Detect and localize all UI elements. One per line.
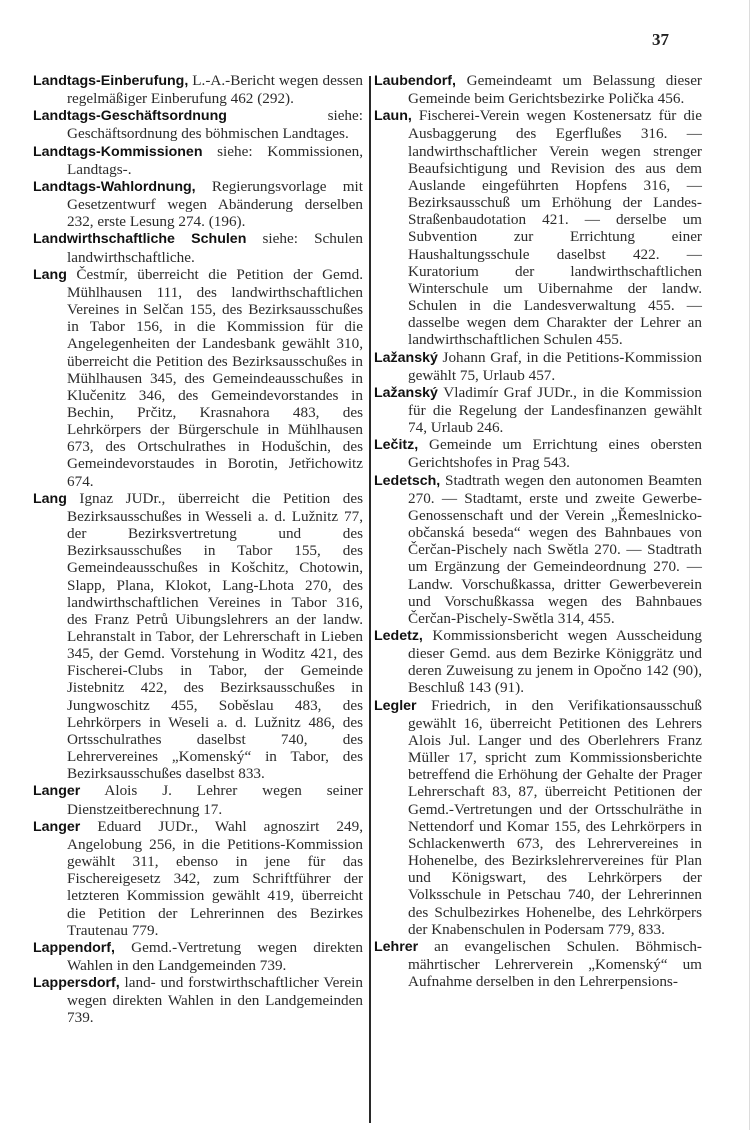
entry-heading: Langer xyxy=(33,783,81,800)
left-column xyxy=(33,72,363,1027)
index-entry xyxy=(33,72,363,107)
index-entry xyxy=(33,818,363,939)
entry-text: Kommissionsbericht wegen Ausscheidung dieser Gemd. aus dem Bezirke Königgrätz und deren Zuweisung zu jenem in Opočno 142 (90), Beschluß 143 (91). xyxy=(408,627,702,697)
right-column xyxy=(374,72,702,990)
entry-text: an evangelischen Schulen. Böhmisch-mährtischer Lehrerverein „Komenský“ um Aufnahme derselben in den Lehrerpensions- xyxy=(408,937,702,991)
entry-heading: Lečitz, xyxy=(374,437,419,454)
index-entry xyxy=(33,178,363,230)
entry-text: Regierungsvorlage mit Gesetzentwurf wegen Abänderung derselben 232, erste Lesung 274. (196). xyxy=(67,177,363,231)
index-entry xyxy=(374,349,702,384)
entry-text: Alois J. Lehrer wegen seiner Dienstzeitberechnung 17. xyxy=(67,782,363,818)
entry-heading: Landtags-Kommissionen xyxy=(33,143,203,160)
entry-heading: Lang xyxy=(33,490,67,507)
entry-text: siehe: Schulen landwirthschaftliche. xyxy=(67,230,364,266)
entry-heading: Laun, xyxy=(374,108,412,125)
index-entry xyxy=(33,974,363,1026)
index-entry xyxy=(33,230,363,265)
index-entry xyxy=(374,384,702,436)
entry-text: Stadtrath wegen den autonomen Beamten 270. — Stadtamt, erste und zweite Gewerbe-Genossenschaft und der Verein „Řemeslnicko-občanská beseda“ wegen des Bahnbaues von Čerčan-Pischely nach Swětla 270. — Stadtrath um Ergänzung der Gemeindeordnung 270. — Landw. Vorschußkassa, dritter Gewerbeverein und Vorschußkassa wegen des Bahnbaues Čerčan-Pischely-Swětla 314, 455. xyxy=(408,471,702,627)
entry-heading: Langer xyxy=(33,818,81,835)
index-entry xyxy=(33,266,363,490)
index-entry xyxy=(33,490,363,783)
entry-text: siehe: Kommissionen, Landtags-. xyxy=(67,142,363,178)
entry-text: land- und forstwirthschaftlicher Verein wegen direkten Wahlen in den Landgemeinden 739. xyxy=(67,974,363,1027)
entry-heading: Ledetsch, xyxy=(374,472,441,489)
entry-text: Ignaz JUDr., überreicht die Petition des Bezirksausschußes in Wesseli a. d. Lužnitz 77, der Bezirksvertretung und des Bezirksausschußes in Tabor 155, des Gemeindeausschußes in Košchitz, Chotowin, Slapp, Plana, Klokot, Lang-Lhota 270, des landwirthschaftlichen Vereines in Tabor 316, des Franz Petrů Uibungslehrers an der landw. Lehranstalt in Tabor, der Lehrerschaft in Lieben 345, der Gemd. Vorstehung in Woditz 421, des Fischerei-Clubs in Tabor, der Gemeinde Jistebnitz 422, des Bezirksausschußes in Jungwoschitz 455, Soběslau 483, des Lehrkörpers in Weseli a. d. Lužnitz 486, des Ortsschulrathes daselbst 740, des Lehrervereines „Komenský“ in Tabor, des Bezirksausschußes daselbst 833. xyxy=(66,489,363,783)
entry-text: Vladimír Graf JUDr., in die Kommission für die Regelung der Landesfinanzen gewählt 74, Urlaub 246. xyxy=(408,383,702,437)
index-entry xyxy=(374,107,702,348)
index-entry xyxy=(33,107,363,142)
index-entry xyxy=(374,472,702,627)
entry-heading: Lappersdorf, xyxy=(33,975,120,992)
entry-heading: Ledetz, xyxy=(374,628,423,644)
entry-text: Gemeinde um Errichtung eines obersten Gerichtshofes in Prag 543. xyxy=(408,436,702,472)
entry-heading: Lažanský xyxy=(374,384,438,401)
entry-text: L.-A.-Bericht wegen dessen regelmäßiger Einberufung 462 (292). xyxy=(67,72,363,108)
index-entry xyxy=(33,143,363,178)
entry-heading: Landtags-Geschäftsordnung xyxy=(33,108,227,125)
entry-text: Gemd.-Vertretung wegen direkten Wahlen in den Landgemeinden 739. xyxy=(67,938,363,974)
entry-heading: Lappendorf, xyxy=(33,939,115,956)
entry-text: Čestmír, überreicht die Petition der Gemd. Mühlhausen 111, des landwirthschaftlichen Vereines in Selčan 155, des Bezirksausschußes in Tabor 156, in die Kommission für die Angelegenheiten der Landesbank gewählt 310, überreicht die Petition des Bezirksausschußes in Mühlhausen 345, des Gemeindeausschußes in Klučenitz 346, des Gemeindevorstandes in Bechin, Prčitz, Krasnahora 483, des Lehrkörpers der Bürgerschule in Mühlhausen 673, des Ortschulrathes in Hodušchin, des Gemeindevorstaudes in Borotin, Jetřichowitz 674. xyxy=(66,265,363,490)
entry-text: siehe: Geschäftsordnung des böhmischen Landtages. xyxy=(67,107,363,143)
entry-heading: Landwirthschaftliche Schulen xyxy=(33,231,247,248)
entry-text: Friedrich, in den Verifikationsausschuß gewählt 16, überreicht Petitionen des Lehrers Alois Jul. Langer und des Oberlehrers Franz Müller 17, spricht zum Kommissionsberichte betreffend die Erhöhung der Gehalte der Prager Lehrerschaft 83, 87, überreicht Petitionen der Gemd.-Vertretungen und der Ortsschulräthe in Nettendorf und Komar 155, des Lehrkörpers in Schlackenwerth 673, des Lehrervereines in Hohenelbe, des Bezirkslehrervereines für Plan und Königswart, des Lehrkörpers der Volksschule in Petschau 740, der Lehrerinnen des Schulbezirkes Hohenelbe, des Lehrkörpers der Knabenschulen in Podersam 779, 833. xyxy=(408,696,702,938)
entry-text: Johann Graf, in die Petitions-Kommission gewählt 75, Urlaub 457. xyxy=(408,348,702,384)
index-entry xyxy=(33,939,363,974)
entry-heading: Lažanský xyxy=(374,349,438,366)
entry-heading: Laubendorf, xyxy=(374,73,456,89)
entry-heading: Landtags-Wahlordnung, xyxy=(33,178,196,195)
entry-text: Fischerei-Verein wegen Kostenersatz für die Ausbaggerung des Egerflußes 316. — landwirthschaftlicher Verein wegen strenger Beaufsichtigung und Revision des aus dem Auslande eingeführten Hopfens 316, — Bezirksausschuß um Erhöhung der Landes-Straßenbaudotation 421. — derselbe um Subvention zur Errichtung einer Haushaltungsschule daselbst 422. — Kuratorium der landwirthschaftlichen Winterschule um Uibernahme der landw. Schulen in die Landesverwaltung 455. — dasselbe wegen dem Charakter der Lehrer an landwirthschaftlichen Schulen 455. xyxy=(408,107,702,349)
column-divider xyxy=(369,76,371,1123)
entry-text: Gemeindeamt um Belassung dieser Gemeinde beim Gerichtsbezirke Polička 456. xyxy=(408,72,702,108)
index-entry xyxy=(374,72,702,107)
page-number: 37 xyxy=(652,30,669,49)
entry-text: Eduard JUDr., Wahl agnoszirt 249, Angelobung 256, in die Petitions-Kommission gewählt 311, ebenso in jene für das Fischereigesetz 342, zum Schriftführer der letzteren Kommission gewählt 419, überreicht die Petition der Lehrerinnen des Bezirkes Trautenau 779. xyxy=(67,817,363,939)
index-entry xyxy=(374,436,702,471)
index-entry xyxy=(374,938,702,990)
index-entry xyxy=(374,697,702,938)
index-entry xyxy=(33,782,363,817)
index-entry xyxy=(374,627,702,697)
entry-heading: Legler xyxy=(374,697,417,714)
entry-heading: Lehrer xyxy=(374,938,419,955)
entry-heading: Landtags-Einberufung, xyxy=(33,73,189,89)
entry-heading: Lang xyxy=(33,266,67,283)
